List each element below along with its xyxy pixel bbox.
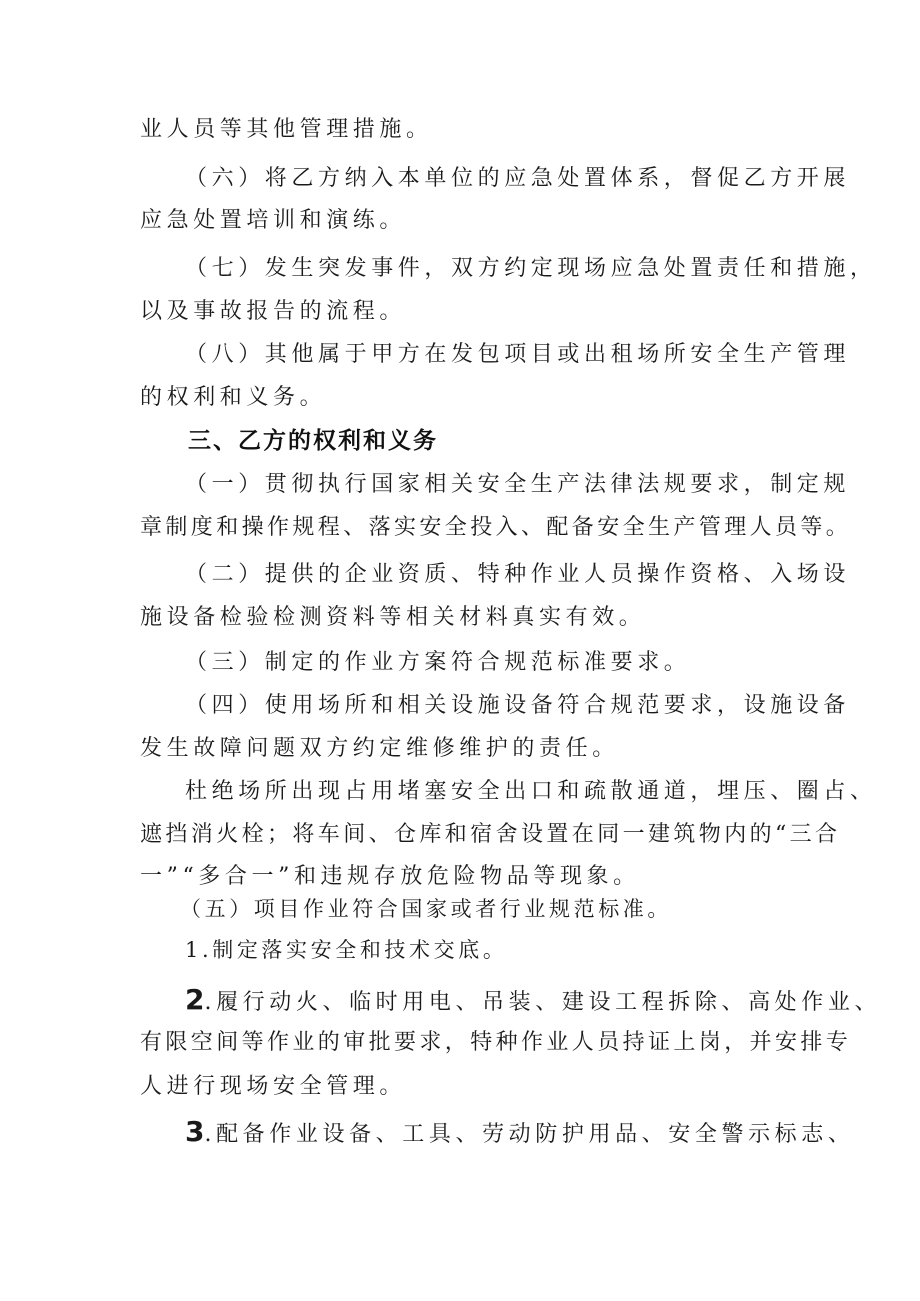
text-line: 人进行现场安全管理。 — [140, 1074, 407, 1099]
text-line: （五）项目作业符合国家或者行业规范标准。 — [180, 897, 672, 921]
text-line: （八）其他属于甲方在发包项目或出租场所安全生产管理 — [185, 342, 851, 367]
list-number: 3 — [185, 1115, 205, 1148]
text-line: （二）提供的企业资质、特种作业人员操作资格、入场设 — [185, 562, 851, 587]
text-line: （四）使用场所和相关设施设备符合规范要求，设施设备 — [185, 693, 851, 718]
list-item: 1.制定落实安全和技术交底。 — [185, 938, 508, 962]
text-line: 一”“多合一”和违规存放危险物品等现象。 — [140, 864, 640, 889]
text-line: 章制度和操作规程、落实安全投入、配备安全生产管理人员等。 — [140, 515, 852, 540]
text-line: （六）将乙方纳入本单位的应急处置体系，督促乙方开展 — [185, 166, 851, 191]
text-line: 的权利和义务。 — [140, 385, 327, 410]
text-line: 杜绝场所出现占用堵塞安全出口和疏散通道，埋压、圈占、 — [185, 779, 877, 804]
text-line: 应急处置培训和演练。 — [140, 208, 407, 233]
text-line: 以及事故报告的流程。 — [140, 299, 407, 324]
text-line: 遮挡消火栓；将车间、仓库和宿舍设置在同一建筑物内的“三合 — [140, 822, 841, 847]
text-line: 施设备检验检测资料等相关材料真实有效。 — [140, 605, 646, 630]
list-item-text: .配备作业设备、工具、劳动防护用品、安全警示标志、 — [204, 1122, 855, 1147]
list-number: 2 — [185, 983, 205, 1016]
text-line: （三）制定的作业方案符合规范标准要求。 — [185, 650, 691, 675]
text-line: 业人员等其他管理措施。 — [140, 117, 433, 142]
text-line: （七）发生突发事件，双方约定现场应急处置责任和措施， — [185, 256, 877, 281]
text-line: （一）贯彻执行国家相关安全生产法律法规要求，制定规 — [185, 472, 851, 497]
list-item-text: .履行动火、临时用电、吊装、建设工程拆除、高处作业、 — [204, 990, 882, 1015]
list-item — [185, 985, 881, 1018]
text-line: 有限空间等作业的审批要求，特种作业人员持证上岗，并安排专 — [140, 1030, 852, 1055]
list-item — [185, 1117, 854, 1150]
section-heading: 三、乙方的权利和义务 — [188, 428, 438, 454]
text-line: 发生故障问题双方约定维修维护的责任。 — [140, 736, 619, 761]
